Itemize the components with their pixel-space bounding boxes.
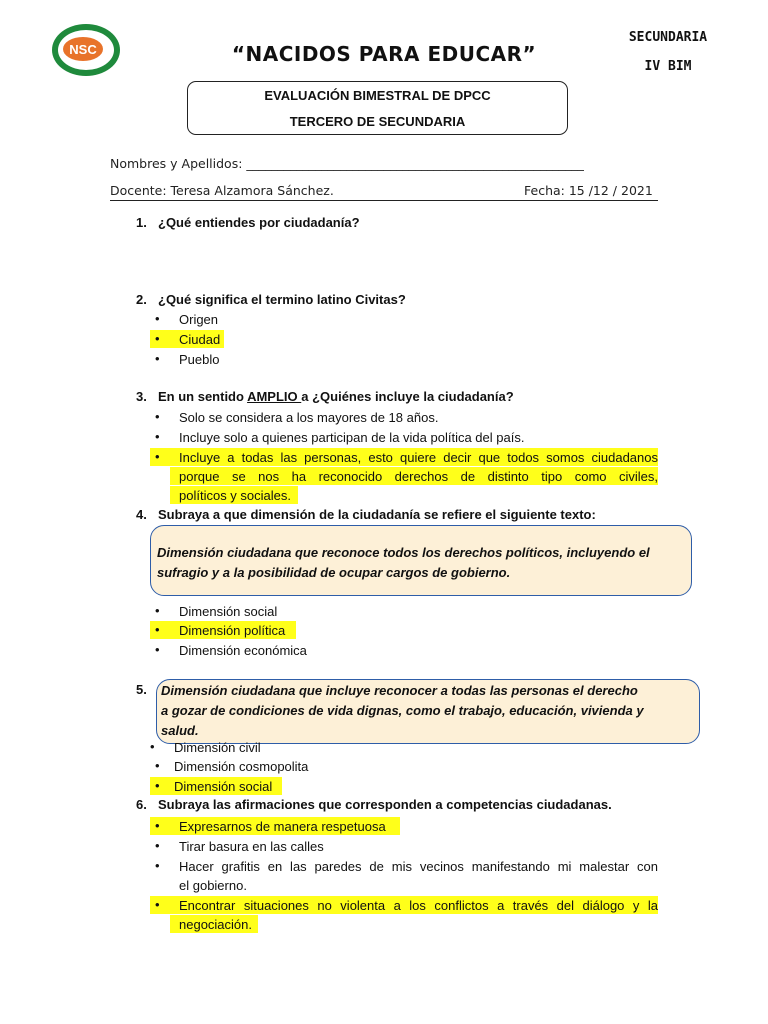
question-4: 4. Subraya a que dimensión de la ciudadanía se refiere el siguiente texto: xyxy=(136,507,596,522)
bullet: • xyxy=(155,351,160,366)
exam-title-box xyxy=(187,81,568,135)
amplio-underline: AMPLIO xyxy=(247,389,302,404)
option-dim-social[interactable]: Dimensión social xyxy=(179,604,278,619)
bullet: • xyxy=(155,838,160,853)
exam-grade: TERCERO DE SECUNDARIA xyxy=(289,114,466,129)
option-pueblo[interactable]: Pueblo xyxy=(179,352,220,367)
bullet: • xyxy=(155,429,160,444)
option-origen[interactable]: Origen xyxy=(179,312,219,327)
logo-text: NSC xyxy=(69,42,97,57)
bullet: • xyxy=(150,739,155,754)
question-1: 1. ¿Qué entiendes por ciudadanía? xyxy=(136,215,360,230)
level-label: SECUNDARIA xyxy=(628,30,708,45)
question-5-number: 5. xyxy=(136,682,147,697)
bullet: • xyxy=(155,642,160,657)
header-divider xyxy=(110,200,658,201)
period-label: IV BIM xyxy=(644,59,692,74)
teacher-field: Docente: Teresa Alzamora Sánchez. xyxy=(110,183,334,198)
option-dim-cosmopolita[interactable]: Dimensión cosmopolita xyxy=(174,759,309,774)
definition-box-politica: Dimensión ciudadana que reconoce todos los derechos políticos, incluyendo el sufragio y a la posibilidad de ocupar cargos de gobierno. xyxy=(150,525,692,596)
bullet: • xyxy=(155,603,160,618)
bullet: • xyxy=(155,758,160,773)
question-3: 3. En un sentido AMPLIO a ¿Quiénes incluye la ciudadanía? xyxy=(136,389,514,404)
option-dim-civil[interactable]: Dimensión civil xyxy=(174,740,261,755)
question-2: 2. ¿Qué significa el termino latino Civitas? xyxy=(136,292,406,307)
bullet: • xyxy=(155,331,160,346)
exam-title: EVALUACIÓN BIMESTRAL DE DPCC xyxy=(264,88,491,103)
option-respetuosa[interactable]: Expresarnos de manera respetuosa xyxy=(179,819,386,834)
school-title: “NACIDOS PARA EDUCAR” xyxy=(231,42,537,66)
option-todas-personas[interactable]: Incluye a todas las personas, esto quiere decir que todos somos ciudadanos porque se nos ha reconocido derechos de distinto tipo como civiles, políticos y sociales. xyxy=(179,450,658,503)
option-dim-social-5[interactable]: Dimensión social xyxy=(174,779,273,794)
bullet: • xyxy=(155,622,160,637)
option-basura[interactable]: Tirar basura en las calles xyxy=(179,839,324,854)
bullet: • xyxy=(155,449,160,464)
bullet: • xyxy=(155,818,160,833)
option-dim-economica[interactable]: Dimensión económica xyxy=(179,643,307,658)
question-6: 6. Subraya las afirmaciones que corresponden a competencias ciudadanas. xyxy=(136,797,612,812)
bullet: • xyxy=(155,858,160,873)
bullet: • xyxy=(155,311,160,326)
option-ciudad[interactable]: Ciudad xyxy=(179,332,221,347)
bullet: • xyxy=(155,897,160,912)
bullet: • xyxy=(155,409,160,424)
option-dialogo[interactable]: Encontrar situaciones no violenta a los conflictos a través del diálogo y la negociación. xyxy=(179,898,658,932)
option-mayores[interactable]: Solo se considera a los mayores de 18 años. xyxy=(179,410,439,425)
date-field: Fecha: 15 /12 / 2021 xyxy=(524,183,653,198)
bullet: • xyxy=(155,778,160,793)
option-grafitis[interactable]: Hacer grafitis en las paredes de mis vecinos manifestando mi malestar con el gobierno. xyxy=(179,859,658,893)
option-dim-politica[interactable]: Dimensión política xyxy=(179,623,286,638)
option-vida-politica[interactable]: Incluye solo a quienes participan de la vida política del país. xyxy=(179,430,525,445)
names-field[interactable]: Nombres y Apellidos: ______________________________________________________ xyxy=(110,156,584,171)
definition-box-social: Dimensión ciudadana que incluye reconocer a todas las personas el derecho a gozar de condiciones de vida dignas, como el trabajo, educación, vivienda y salud. xyxy=(156,679,700,744)
